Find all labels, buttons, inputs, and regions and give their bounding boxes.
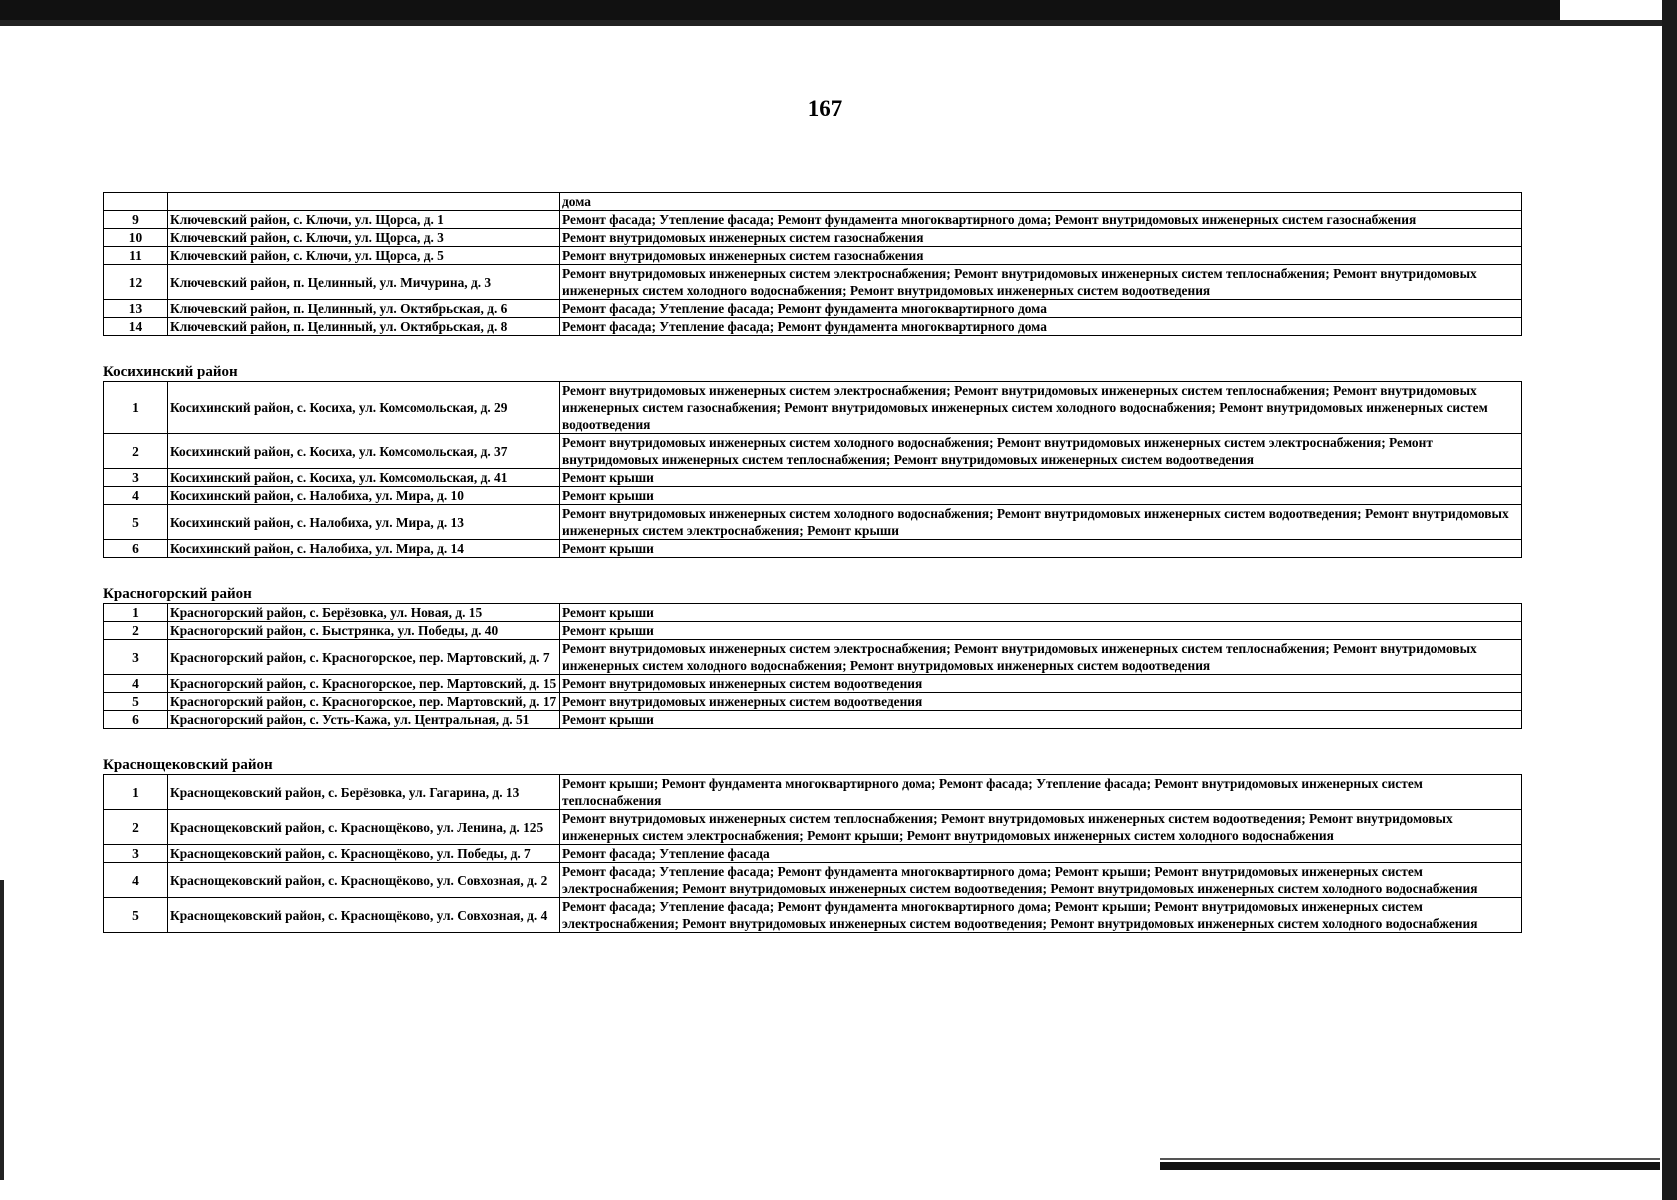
row-number: 14 xyxy=(104,318,168,336)
row-number: 3 xyxy=(104,640,168,675)
house-address: Красногорский район, с. Красногорское, пер. Мартовский, д. 15 xyxy=(168,675,560,693)
table-row xyxy=(104,711,1522,729)
district-heading: Краснощековский район xyxy=(103,757,273,773)
table-row xyxy=(104,675,1522,693)
repair-works: Ремонт внутридомовых инженерных систем водоотведения xyxy=(560,675,1522,693)
table-row xyxy=(104,845,1522,863)
house-address: Красногорский район, с. Красногорское, пер. Мартовский, д. 17 xyxy=(168,693,560,711)
table-row xyxy=(104,604,1522,622)
repair-works: Ремонт внутридомовых инженерных систем холодного водоснабжения; Ремонт внутридомовых инженерных систем водоотведения; Ремонт внутридомовых инженерных систем электроснабжения; Ремонт крыши xyxy=(560,505,1522,540)
table-row xyxy=(104,640,1522,675)
repair-works: Ремонт внутридомовых инженерных систем электроснабжения; Ремонт внутридомовых инженерных систем теплоснабжения; Ремонт внутридомовых инженерных систем газоснабжения; Ремонт внутридомовых инженерных систем холодного водоснабжения; Ремонт внутридомовых инженерных систем водоотведения xyxy=(560,382,1522,434)
house-address: Косихинский район, с. Налобиха, ул. Мира, д. 14 xyxy=(168,540,560,558)
house-address: Косихинский район, с. Налобиха, ул. Мира, д. 13 xyxy=(168,505,560,540)
repair-works: Ремонт крыши; Ремонт фундамента многоквартирного дома; Ремонт фасада; Утепление фасада; Ремонт внутридомовых инженерных систем теплоснабжения xyxy=(560,775,1522,810)
row-number: 6 xyxy=(104,711,168,729)
table-row xyxy=(104,434,1522,469)
house-address: Ключевский район, с. Ключи, ул. Щорса, д. 3 xyxy=(168,229,560,247)
scan-edge-bottom-line xyxy=(1160,1158,1660,1160)
table-row xyxy=(104,775,1522,810)
table-row xyxy=(104,247,1522,265)
row-number: 3 xyxy=(104,469,168,487)
table-row xyxy=(104,469,1522,487)
repair-table xyxy=(103,192,1522,336)
house-address: Косихинский район, с. Налобиха, ул. Мира, д. 10 xyxy=(168,487,560,505)
table-row xyxy=(104,487,1522,505)
row-number: 1 xyxy=(104,382,168,434)
page-number: 167 xyxy=(807,96,843,121)
row-number: 5 xyxy=(104,898,168,933)
repair-works: Ремонт внутридомовых инженерных систем электроснабжения; Ремонт внутридомовых инженерных систем теплоснабжения; Ремонт внутридомовых инженерных систем холодного водоснабжения; Ремонт внутридомовых инженерных систем водоотведения xyxy=(560,265,1522,300)
table-row xyxy=(104,898,1522,933)
house-address: Ключевский район, с. Ключи, ул. Щорса, д. 5 xyxy=(168,247,560,265)
repair-works: Ремонт внутридомовых инженерных систем теплоснабжения; Ремонт внутридомовых инженерных систем водоотведения; Ремонт внутридомовых инженерных систем электроснабжения; Ремонт крыши; Ремонт внутридомовых инженерных систем холодного водоснабжения xyxy=(560,810,1522,845)
house-address: Красногорский район, с. Быстрянка, ул. Победы, д. 40 xyxy=(168,622,560,640)
repair-works: Ремонт внутридомовых инженерных систем холодного водоснабжения; Ремонт внутридомовых инженерных систем электроснабжения; Ремонт внутридомовых инженерных систем теплоснабжения; Ремонт внутридомовых инженерных систем водоотведения xyxy=(560,434,1522,469)
row-number: 6 xyxy=(104,540,168,558)
row-number: 1 xyxy=(104,604,168,622)
table-row xyxy=(104,505,1522,540)
house-address: Ключевский район, с. Ключи, ул. Щорса, д. 1 xyxy=(168,211,560,229)
repair-works: Ремонт крыши xyxy=(560,711,1522,729)
repair-works: Ремонт фасада; Утепление фасада; Ремонт фундамента многоквартирного дома; Ремонт крыши; Ремонт внутридомовых инженерных систем электроснабжения; Ремонт внутридомовых инженерных систем водоотведения; Ремонт внутридомовых инженерных систем холодного водоснабжения xyxy=(560,863,1522,898)
row-number: 12 xyxy=(104,265,168,300)
row-number: 3 xyxy=(104,845,168,863)
section-gap xyxy=(103,729,1521,756)
repair-works: Ремонт внутридомовых инженерных систем газоснабжения xyxy=(560,247,1522,265)
table-row xyxy=(104,863,1522,898)
repair-works: Ремонт крыши xyxy=(560,622,1522,640)
repair-works: Ремонт внутридомовых инженерных систем газоснабжения xyxy=(560,229,1522,247)
table-row xyxy=(104,810,1522,845)
house-address: Краснощековский район, с. Краснощёково, ул. Ленина, д. 125 xyxy=(168,810,560,845)
row-number: 5 xyxy=(104,693,168,711)
row-number: 11 xyxy=(104,247,168,265)
row-number: 1 xyxy=(104,775,168,810)
row-number: 4 xyxy=(104,863,168,898)
house-address: Краснощековский район, с. Краснощёково, ул. Победы, д. 7 xyxy=(168,845,560,863)
repair-table xyxy=(103,381,1522,558)
table-row xyxy=(104,265,1522,300)
table-row xyxy=(104,193,1522,211)
table-row xyxy=(104,622,1522,640)
repair-works: Ремонт внутридомовых инженерных систем водоотведения xyxy=(560,693,1522,711)
row-number: 10 xyxy=(104,229,168,247)
repair-works: Ремонт фасада; Утепление фасада xyxy=(560,845,1522,863)
repair-table xyxy=(103,603,1522,729)
row-number: 2 xyxy=(104,622,168,640)
repair-works: Ремонт крыши xyxy=(560,540,1522,558)
table-row xyxy=(104,318,1522,336)
house-address: Ключевский район, п. Целинный, ул. Мичурина, д. 3 xyxy=(168,265,560,300)
house-address: Красногорский район, с. Красногорское, пер. Мартовский, д. 7 xyxy=(168,640,560,675)
repair-works: Ремонт крыши xyxy=(560,487,1522,505)
house-address: Краснощековский район, с. Краснощёково, ул. Совхозная, д. 4 xyxy=(168,898,560,933)
district-heading: Красногорский район xyxy=(103,586,252,602)
house-address: Ключевский район, п. Целинный, ул. Октябрьская, д. 6 xyxy=(168,300,560,318)
row-number: 4 xyxy=(104,487,168,505)
repair-table xyxy=(103,774,1522,933)
scan-edge-bottom xyxy=(1160,1162,1660,1170)
district-heading: Косихинский район xyxy=(103,364,238,380)
house-address: Косихинский район, с. Косиха, ул. Комсомольская, д. 29 xyxy=(168,382,560,434)
repair-works: Ремонт крыши xyxy=(560,604,1522,622)
section-gap xyxy=(103,558,1521,585)
repair-works: Ремонт фасада; Утепление фасада; Ремонт фундамента многоквартирного дома; Ремонт внутридомовых инженерных систем газоснабжения xyxy=(560,211,1522,229)
scan-edge-left xyxy=(0,880,4,1180)
table-row xyxy=(104,540,1522,558)
repair-works: Ремонт фасада; Утепление фасада; Ремонт фундамента многоквартирного дома xyxy=(560,300,1522,318)
repair-works: Ремонт фасада; Утепление фасада; Ремонт фундамента многоквартирного дома xyxy=(560,318,1522,336)
scan-edge-right xyxy=(1662,0,1677,1200)
house-address: Красногорский район, с. Берёзовка, ул. Новая, д. 15 xyxy=(168,604,560,622)
scan-edge-top-line xyxy=(0,20,1677,26)
section-gap xyxy=(103,336,1521,363)
table-row xyxy=(104,382,1522,434)
repair-works: дома xyxy=(560,193,1522,211)
row-number: 2 xyxy=(104,810,168,845)
house-address: Косихинский район, с. Косиха, ул. Комсомольская, д. 41 xyxy=(168,469,560,487)
repair-works: Ремонт крыши xyxy=(560,469,1522,487)
row-number: 13 xyxy=(104,300,168,318)
table-row xyxy=(104,300,1522,318)
row-number: 2 xyxy=(104,434,168,469)
table-row xyxy=(104,693,1522,711)
table-row xyxy=(104,211,1522,229)
house-address xyxy=(168,193,560,211)
repair-works: Ремонт фасада; Утепление фасада; Ремонт фундамента многоквартирного дома; Ремонт крыши; Ремонт внутридомовых инженерных систем электроснабжения; Ремонт внутридомовых инженерных систем водоотведения; Ремонт внутридомовых инженерных систем холодного водоснабжения xyxy=(560,898,1522,933)
row-number xyxy=(104,193,168,211)
house-address: Ключевский район, п. Целинный, ул. Октябрьская, д. 8 xyxy=(168,318,560,336)
house-address: Краснощековский район, с. Берёзовка, ул. Гагарина, д. 13 xyxy=(168,775,560,810)
table-row xyxy=(104,229,1522,247)
house-address: Красногорский район, с. Усть-Кажа, ул. Центральная, д. 51 xyxy=(168,711,560,729)
row-number: 5 xyxy=(104,505,168,540)
row-number: 9 xyxy=(104,211,168,229)
repair-list-document xyxy=(103,192,1521,933)
house-address: Косихинский район, с. Косиха, ул. Комсомольская, д. 37 xyxy=(168,434,560,469)
repair-works: Ремонт внутридомовых инженерных систем электроснабжения; Ремонт внутридомовых инженерных систем теплоснабжения; Ремонт внутридомовых инженерных систем холодного водоснабжения; Ремонт внутридомовых инженерных систем водоотведения xyxy=(560,640,1522,675)
house-address: Краснощековский район, с. Краснощёково, ул. Совхозная, д. 2 xyxy=(168,863,560,898)
row-number: 4 xyxy=(104,675,168,693)
